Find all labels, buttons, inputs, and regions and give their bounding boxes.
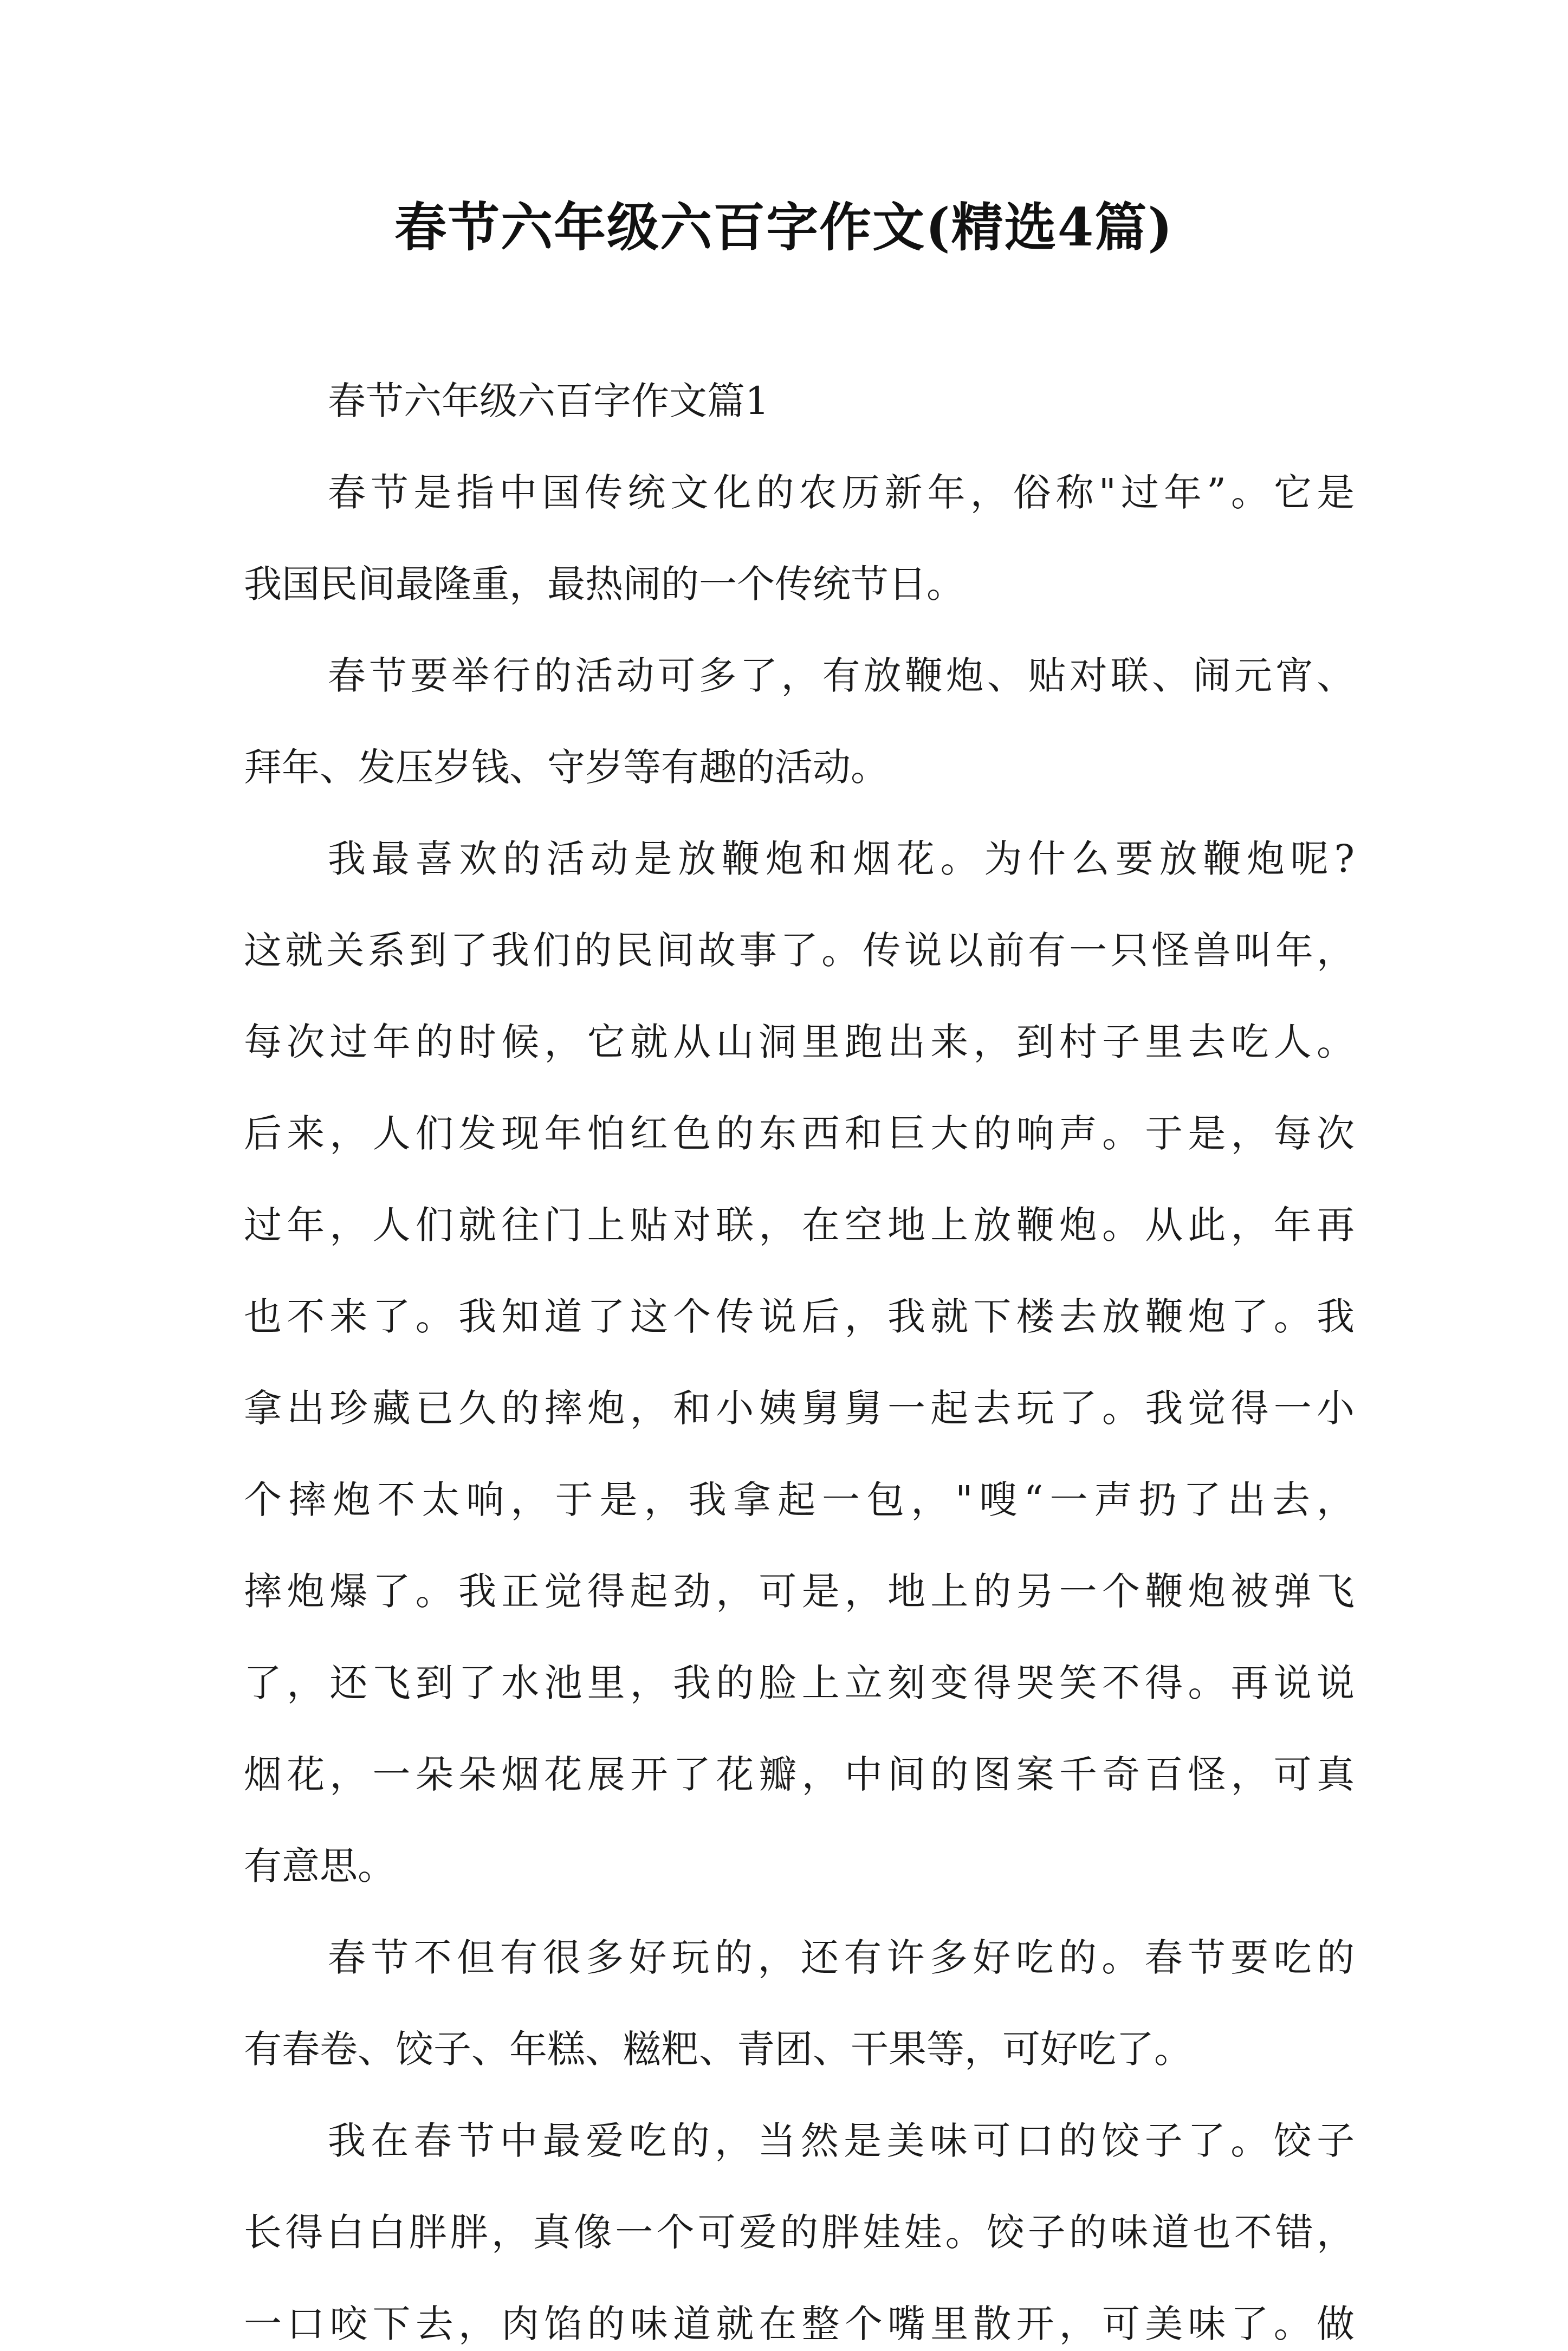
paragraph-line: 个摔炮不太响，于是，我拿起一包，"嗖“一声扔了出去， [244, 1478, 1355, 1522]
paragraph-line: 过年，人们就往门上贴对联，在空地上放鞭炮。从此，年再 [244, 1203, 1355, 1247]
paragraph-line: 摔炮爆了。我正觉得起劲，可是，地上的另一个鞭炮被弹飞 [244, 1569, 1355, 1614]
paragraph-line: 我最喜欢的活动是放鞭炮和烟花。为什么要放鞭炮呢? [328, 837, 1355, 881]
paragraph-line: 我在春节中最爱吃的，当然是美味可口的饺子了。饺子 [328, 2119, 1355, 2163]
paragraph-line: 春节是指中国传统文化的农历新年，俗称"过年”。它是 [328, 470, 1355, 515]
paragraph-line: 这就关系到了我们的民间故事了。传说以前有一只怪兽叫年， [244, 928, 1355, 973]
paragraph-line: 春节不但有很多好玩的，还有许多好吃的。春节要吃的 [328, 1935, 1355, 1980]
paragraph-line: 春节要举行的活动可多了，有放鞭炮、贴对联、闹元宵、 [328, 653, 1355, 698]
paragraph-line: 拜年、发压岁钱、守岁等有趣的活动。 [244, 745, 889, 789]
paragraph-line: 每次过年的时候，它就从山洞里跑出来，到村子里去吃人。 [244, 1020, 1355, 1064]
paragraph-line: 春节六年级六百字作文篇1 [328, 379, 769, 423]
paragraph-line: 也不来了。我知道了这个传说后，我就下楼去放鞭炮了。我 [244, 1294, 1355, 1339]
paragraph-line: 拿出珍藏已久的摔炮，和小姨舅舅一起去玩了。我觉得一小 [244, 1386, 1355, 1430]
paragraph-line: 一口咬下去，肉馅的味道就在整个嘴里散开，可美味了。做 [244, 2302, 1355, 2346]
document-title: 春节六年级六百字作文(精选4篇) [394, 197, 1174, 258]
paragraph-line: 我国民间最隆重，最热闹的一个传统节日。 [244, 562, 964, 606]
paragraph-line: 长得白白胖胖，真像一个可爱的胖娃娃。饺子的味道也不错， [244, 2210, 1355, 2255]
paragraph-line: 有意思。 [244, 1844, 396, 1888]
paragraph-line: 烟花，一朵朵烟花展开了花瓣，中间的图案千奇百怪，可真 [244, 1752, 1355, 1797]
paragraph-line: 后来，人们发现年怕红色的东西和巨大的响声。于是，每次 [244, 1111, 1355, 1156]
paragraph-line: 了，还飞到了水池里，我的脸上立刻变得哭笑不得。再说说 [244, 1661, 1355, 1705]
paragraph-line: 有春卷、饺子、年糕、糍粑、青团、干果等，可好吃了。 [244, 2027, 1192, 2071]
